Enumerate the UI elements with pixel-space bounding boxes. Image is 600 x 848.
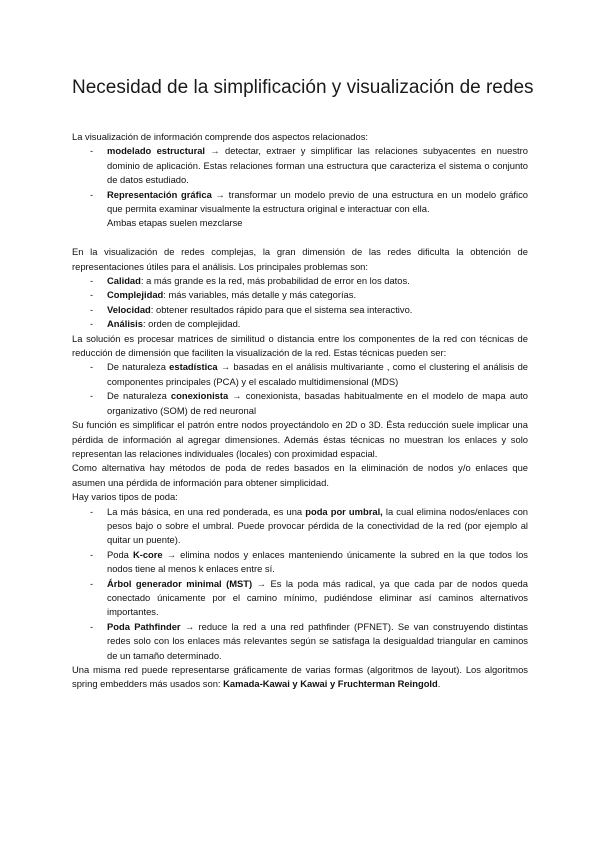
- layout-paragraph: Una misma red puede representarse gráficamente de varias formas (algoritmos de layout). Los algoritmos spring embedders más usados son: Kamada-Kawai y Kawai y Fruchterman Reingold.: [72, 664, 528, 690]
- solution-paragraph: La solución es procesar matrices de similitud o distancia entre los componentes de la red con técnicas de reducción de dimensión que faciliten la visualización de la red. Estas técnicas pueden ser:: [72, 332, 528, 359]
- pruning-intro: Hay varios tipos de poda:: [72, 491, 178, 503]
- list-item: - modelado estructural → detectar, extraer y simplificar las relaciones subyacentes en nuestro dominio de aplicación. Estas relaciones forman una estructura que caracteriza el sistema o conjunto de datos estudiado.: [90, 145, 528, 186]
- problems-intro: En la visualización de redes complejas, la gran dimensión de las redes dificulta la obtención de representaciones útiles para el análisis. Los principales problemas son:: [72, 246, 528, 272]
- list-item: - Árbol generador minimal (MST) → Es la poda más radical, ya que cada par de nodos queda conectado únicamente por el camino mínimo, pudiéndose eliminar así caminos alternativos importantes.: [90, 577, 528, 618]
- list-item: - Poda K-core → elimina nodos y enlaces manteniendo únicamente la subred en la que todos los nodos tiene al menos k enlaces entre sí.: [90, 548, 528, 575]
- page-title: Necesidad de la simplificación y visualización de redes: [72, 77, 534, 98]
- list-item: - Análisis: orden de complejidad.: [90, 318, 241, 330]
- pruning-list: [72, 505, 528, 663]
- list-item: - Velocidad: obtener resultados rápido para que el sistema sea interactivo.: [90, 303, 413, 315]
- techniques-list: [72, 360, 528, 418]
- list-item: - De naturaleza conexionista → conexionista, basadas habitualmente en el modelo de mapa auto organizativo (SOM) de red neuronal: [90, 390, 528, 416]
- list-item: - Complejidad: más variables, más detalle y más categorías.: [90, 289, 357, 301]
- function-paragraph: Su función es simplificar el patrón entre nodos proyectándolo en 2D o 3D. Ésta reducción suele implicar una pérdida de información al agregar dimensiones. Además éstas técnicas no muestran los enlaces y solo representan las relaciones individuales (locales) con proximidad espacial.: [72, 419, 528, 459]
- intro-paragraph: La visualización de información comprende dos aspectos relacionados:: [72, 131, 369, 142]
- list-item: - La más básica, en una red ponderada, es una poda por umbral, la cual elimina nodos/enlaces con pesos bajo o sobre el umbral. Puede provocar pérdida de la conectividad de la red (por ejemplo al quitar un puente).: [90, 505, 529, 546]
- alternative-paragraph: Como alternativa hay métodos de poda de redes basados en la eliminación de nodos y/o enlaces que asumen una pérdida de información para obtener simplicidad.: [72, 462, 528, 488]
- document-body: [72, 130, 528, 692]
- problems-list: [72, 274, 528, 332]
- list-item: - Poda Pathfinder → reduce la red a una red pathfinder (PFNET). Se van construyendo distintas redes solo con los enlaces más relevantes según se satisfaga la desigualdad triangular en caminos de un tamaño determinado.: [90, 620, 528, 661]
- aspects-note: Ambas etapas suelen mezclarse: [107, 217, 243, 229]
- list-item: - De naturaleza estadística → basadas en el análisis multivariante , como el clustering el análisis de componentes principales (PCA) y el escalado multidimensional (MDS): [90, 361, 528, 387]
- list-item: - Representación gráfica → transformar un modelo previo de una estructura en un modelo gráfico que permita examinar visualmente la estructura original e interactuar con ella. Ambas etapas suelen mezclarse: [90, 188, 529, 229]
- aspects-list: [72, 144, 528, 230]
- layout-algorithms: Kamada-Kawai y Kawai y Fruchterman Reingold: [223, 678, 438, 690]
- list-item: - Calidad: a más grande es la red, más probabilidad de error en los datos.: [90, 275, 410, 287]
